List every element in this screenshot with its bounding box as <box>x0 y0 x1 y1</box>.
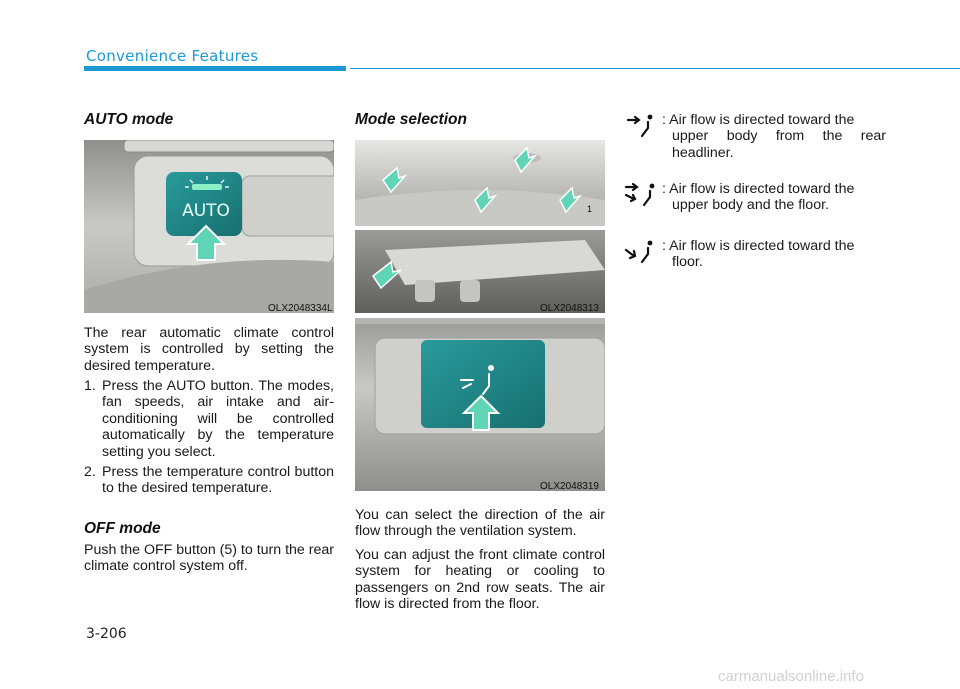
section-title: Convenience Features <box>86 47 259 65</box>
list-item: 1. Press the AUTO button. The modes, fan speeds, air intake and air-conditioning will be controlled automatically by the temperature setting you select. <box>84 378 334 460</box>
vent-number-label: 1 <box>587 204 593 214</box>
vent-locations-illustration <box>355 140 605 313</box>
off-mode-text: Push the OFF button (5) to turn the rear climate control system off. <box>84 542 334 575</box>
upper-body-airflow-icon <box>624 112 662 138</box>
mode-button-illustration <box>355 318 605 491</box>
auto-button-photo <box>84 140 334 313</box>
bilevel-airflow-icon <box>624 181 662 207</box>
auto-mode-heading: AUTO mode <box>84 111 174 128</box>
mode-selection-para1: You can select the direction of the air flow through the ventilation system. <box>355 507 605 540</box>
auto-button-label: AUTO <box>182 201 230 221</box>
floor-airflow-icon <box>624 238 662 264</box>
photo1-code: OLX2048334L <box>268 303 333 314</box>
mode-item-floor <box>624 238 880 271</box>
mode-text-bilevel: : Air flow is directed toward the upper body and the floor. <box>662 181 855 214</box>
mode-selection-heading: Mode selection <box>355 111 467 128</box>
mode-text-upper-body: : Air flow is directed toward the upper body from the rear headliner. <box>662 112 886 161</box>
mode-selection-para2: You can adjust the front climate control system for heating or cooling to passengers on 2nd row seats. The air flow is directed from the floor. <box>355 547 605 613</box>
mode-text-floor: : Air flow is directed toward the floor. <box>662 238 855 271</box>
watermark: carmanualsonline.info <box>718 668 864 685</box>
page-number: 3-206 <box>86 626 127 642</box>
header-rule-thin <box>350 68 960 69</box>
vent-locations-photo <box>355 140 605 313</box>
auto-intro-text: The rear automatic climate control system is controlled by setting the desired temperature. <box>84 325 334 374</box>
auto-button-illustration <box>84 140 334 313</box>
off-mode-heading: OFF mode <box>84 520 161 537</box>
header-rule-thick <box>84 66 346 71</box>
photo2-code: OLX2048313 <box>540 303 599 314</box>
mode-button-photo <box>355 318 605 491</box>
list-item: 2. Press the temperature control button to the desired temperature. <box>84 464 334 497</box>
photo3-code: OLX2048319 <box>540 481 599 492</box>
auto-steps-list <box>84 378 334 501</box>
mode-item-upper-body <box>624 112 886 161</box>
mode-item-bilevel <box>624 181 880 214</box>
